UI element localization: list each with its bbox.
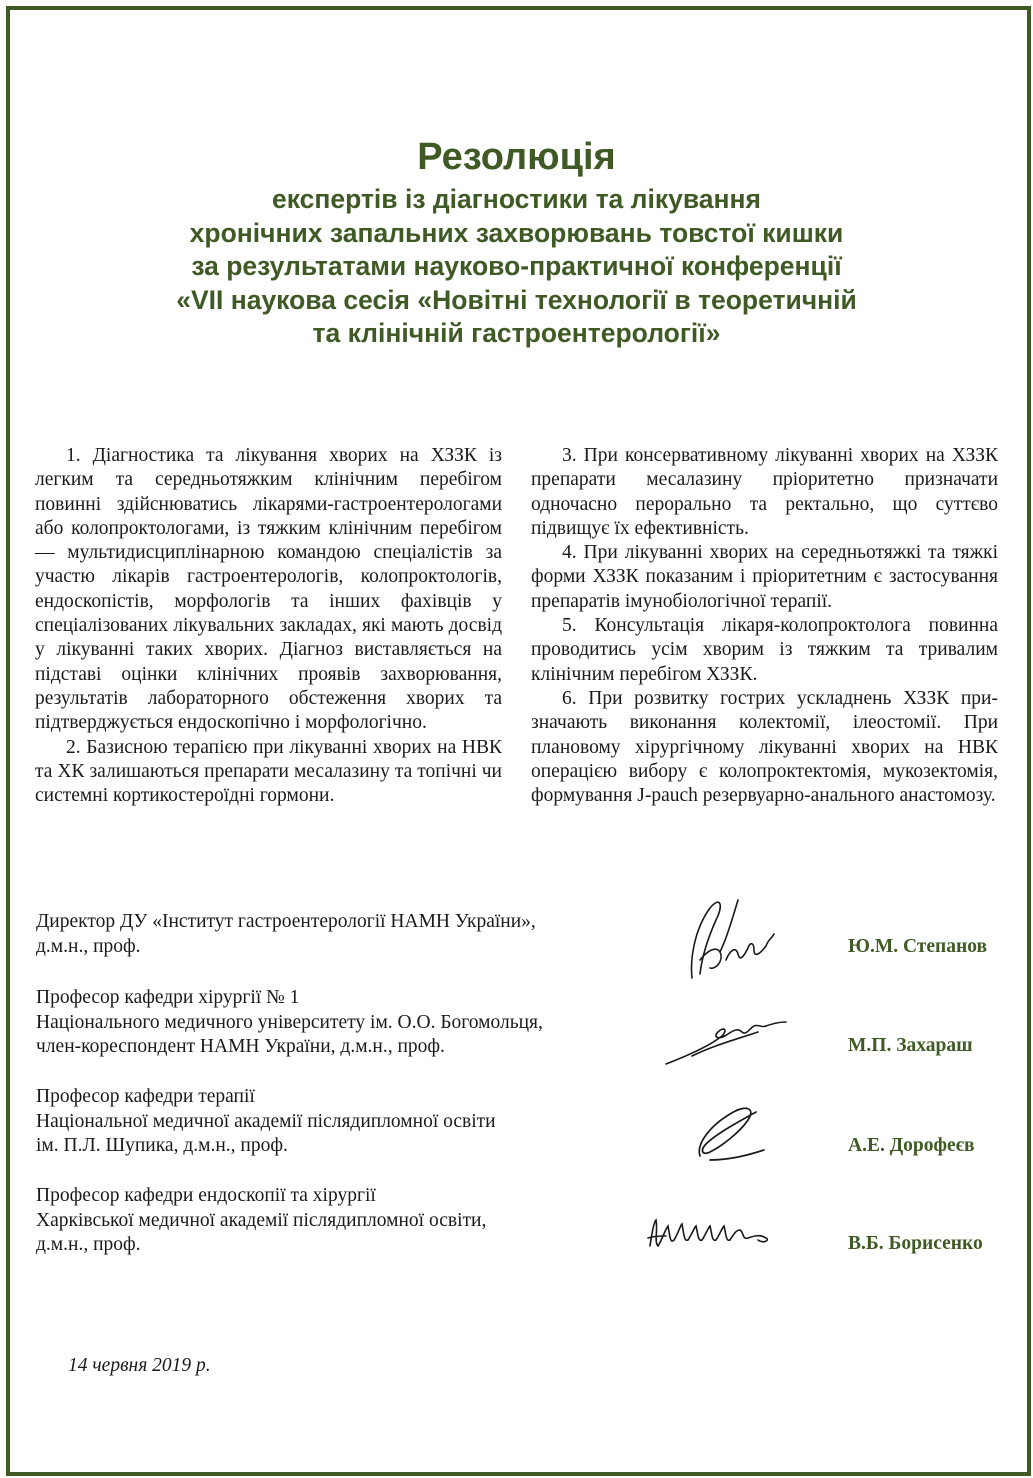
document-date: 14 червня 2019 р.: [68, 1355, 211, 1376]
signatory-name: Ю.М. Степанов: [848, 936, 988, 957]
signatory-position: [36, 1085, 636, 1159]
signatory-position: [36, 986, 636, 1060]
position-line: д.м.н., проф.: [36, 1234, 141, 1256]
right-column: [531, 444, 998, 808]
subtitle-line: «VІІ наукова сесія «Новітні технології в теоретичній: [176, 284, 857, 315]
signatory-name: А.Е. Дорофеєв: [848, 1135, 975, 1156]
paragraph: 6. При розвитку гострих ускладнень ХЗЗК призначають виконання колектомії, ілеостомії. При плановому хірургічному лікуванні хворих на НВК операцією вибору є колопроктектомія, мукозектомія, формування J-pauch резервуарно-анального анастомозу.: [531, 687, 998, 807]
signature-icon: [662, 1010, 792, 1070]
position-line: д.м.н., проф.: [36, 935, 141, 957]
position-line: Національного медичного університету ім. О.О. Богомольця,: [36, 1011, 543, 1033]
position-line: Національної медичної академії післядипломної освіти: [36, 1110, 496, 1132]
subtitle-line: хронічних запальних захворювань товстої кишки: [189, 217, 844, 248]
subtitle-line: та клінічній гастроентерології»: [312, 318, 721, 348]
position-line: член-кореспондент НАМН України, д.м.н., проф.: [36, 1036, 445, 1058]
position-line: Харківської медичної академії післядипломної освіти,: [36, 1209, 487, 1231]
paragraph: 1. Діагностика та лікування хворих на ХЗЗК із легким та середньотяжким клінічним перебігом повинні здійснюватись лікарями-гастроентеролoгами або колопроктологами, із тяжким клінічним перебігом — мультидисциплінарною командою спеціалістів за участю лікарів гастроентерологів, колопроктологів, ендоскопістів, морфологів та інших фахівців у спеціалізованих лікувальних закладах, які мають досвід у лікуванні таких хворих. Діагноз виставляється на підставі оцінки клінічних проявів захворювання, результатів лабораторного обстеження хворих та підтверджується ендоскопічно і морфологічно.: [35, 445, 502, 734]
position-line: Професор кафедри ендоскопії та хірургії: [36, 1185, 376, 1206]
paragraph: 5. Консультація лікаря-колопроктолога повинна проводитись усім хворим із тяжким та тривалим клінічним перебігом ХЗЗК.: [531, 615, 998, 685]
signatory-name: М.П. Захараш: [848, 1035, 973, 1056]
signatory-name: В.Б. Борисенко: [848, 1233, 983, 1254]
signatory-position: [36, 910, 636, 959]
left-column: [35, 444, 502, 808]
position-line: Директор ДУ «Інститут гастроентерології НАМН України»,: [36, 911, 536, 932]
paragraph: 4. При лікуванні хворих на середньотяжкі та тяжкі форми ХЗЗК показаним і пріоритетним є застосування препаратів імунобіологічної терапії.: [531, 542, 998, 612]
subtitle-line: експертів із діагностики та лікування: [271, 184, 762, 214]
signatory-position: [36, 1184, 636, 1258]
paragraph: 2. Базисною терапією при лікуванні хворих на НВК та ХК залишаються препарати месалазину та топічні чи системні кортикостероїдні гормони.: [35, 736, 502, 807]
position-line: ім. П.Л. Шупика, д.м.н., проф.: [36, 1135, 288, 1157]
paragraph: 3. При консервативному лікуванні хворих на ХЗЗК препарати месалазину пріоритетно призначати одночасно перорально та ректально, що суттєво підвищує їх ефективність.: [531, 445, 998, 539]
position-line: Професор кафедри терапії: [36, 1086, 255, 1107]
position-line: Професор кафедри хірургії № 1: [36, 987, 300, 1008]
signature-icon: [680, 890, 780, 985]
subtitle: [0, 183, 1033, 351]
page-title: Резолюція: [417, 136, 616, 178]
signature-icon: [690, 1100, 770, 1170]
subtitle-line: за результатами науково-практичної конференції: [191, 251, 842, 281]
signature-icon: [644, 1210, 784, 1260]
